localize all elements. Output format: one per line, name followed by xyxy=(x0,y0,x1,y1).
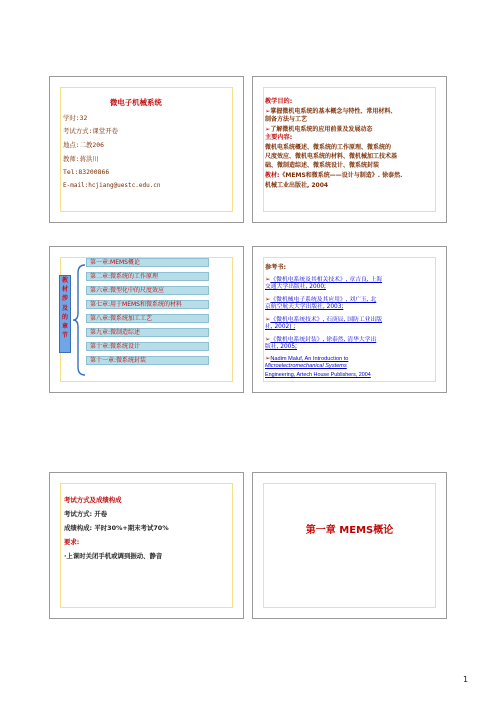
content-heading: 主要内容: xyxy=(265,134,293,141)
arrow-bullet-icon: ➢ xyxy=(265,107,271,115)
page-number: 1 xyxy=(463,675,469,684)
arrow-bullet-icon: ➢ xyxy=(265,295,271,303)
requirements-heading: 要求: xyxy=(64,538,80,546)
side-char: 的 xyxy=(61,313,68,321)
chapter-item: 第一章:MEMS概论 xyxy=(86,258,209,267)
reference-1b: 交通大学出版社, 2000; xyxy=(265,284,326,290)
course-title: 微电子机械系统 xyxy=(110,98,162,107)
reference-3 xyxy=(265,316,382,324)
reference-5c: Engineering, Artech House Publishers, 2004 xyxy=(265,372,371,378)
textbook-line-1 xyxy=(265,173,402,179)
content-line-1: 微机电系统概述、微系统的工作原理、微系统的 xyxy=(265,144,392,151)
reference-2a: 《微机械电子系统及其应用》, 刘广玉, 北 xyxy=(270,297,377,303)
textbook-1: 《MEMS和微系统——设计与制造》. 徐泰然. xyxy=(279,172,403,179)
reference-1 xyxy=(265,276,382,284)
chapter-item: 第二章:微系统的工作原理 xyxy=(86,272,209,281)
side-char: 材 xyxy=(61,286,68,294)
side-char: 涉 xyxy=(61,295,68,303)
chapter-item: 第八章:微系统加工工艺 xyxy=(86,314,209,323)
chapter-item: 第七章:用于MEMS和微系统的材料 xyxy=(86,300,209,309)
reference-1a: 《微机电系统及其相关技术》, 章吉良, 上海 xyxy=(270,277,383,283)
reference-5a: Nadim Maluf, An Introduction to xyxy=(270,356,349,362)
slide-course-info xyxy=(49,76,244,223)
content-line-3: 础、微制造综述、微系统设计、微系统封装 xyxy=(265,162,380,169)
course-hours: 学时:32 xyxy=(63,114,88,122)
grade-composition: 成绩构成: 平时30%+期末考试70% xyxy=(64,524,169,532)
side-char: 章 xyxy=(61,323,68,331)
chapter-one-title: 第一章 MEMS概论 xyxy=(305,525,394,536)
chapter-item: 第九章:微制造综述 xyxy=(86,328,209,337)
slide-reference-books xyxy=(252,246,447,393)
chapter-map-side-label xyxy=(59,275,71,353)
reference-4b: 版社, 2005; xyxy=(265,344,297,350)
arrow-bullet-icon: ➢ xyxy=(265,125,271,133)
reference-4a: 《微机电系统封装》, 徐泰然, 清华大学出 xyxy=(270,337,377,343)
side-char: 及 xyxy=(61,304,68,312)
textbook-label: 教材: xyxy=(265,172,280,179)
course-email: E-mail:hcjiang@uestc.edu.cn xyxy=(63,182,161,189)
reference-5b: Microelectromechanical Systems xyxy=(265,363,347,369)
purpose-heading: 教学目的: xyxy=(265,98,293,105)
purpose-item-2 xyxy=(265,126,372,133)
arrow-bullet-icon: ➢ xyxy=(265,275,271,283)
purpose-2: 了解微机电系统的应用前景及发展动态 xyxy=(270,126,373,133)
arrow-bullet-icon: ➢ xyxy=(265,315,271,323)
chapter-item: 第十一章:微系统封装 xyxy=(86,356,209,365)
slide-exam-grading xyxy=(49,472,244,619)
exam-heading: 考试方式及成绩构成 xyxy=(64,496,122,504)
slide-frame xyxy=(263,483,436,608)
purpose-item-1 xyxy=(265,108,396,115)
course-teacher: 教师:蒋洪川 xyxy=(63,155,99,163)
textbook-2: 机械工业出版社, 2004 xyxy=(265,182,329,189)
slide-chapter-one-title xyxy=(252,472,447,619)
reference-2b: 京航空航天大学出版社, 2003; xyxy=(265,304,344,310)
reference-2 xyxy=(265,296,376,304)
content-line-2: 尺度效应、微机电系统的材料、微机械加工技术基 xyxy=(265,153,398,160)
reference-5 xyxy=(265,355,348,363)
arrow-bullet-icon: ➢ xyxy=(265,354,271,362)
slide-chapter-map xyxy=(49,246,244,393)
course-exam-form: 考试方式:课堂开卷 xyxy=(63,127,118,135)
reference-3a: 《微机电系统技术》, 石庚辰, 国防工业出版 xyxy=(270,317,383,323)
slide-teaching-goals xyxy=(252,76,447,223)
arrow-bullet-icon: ➢ xyxy=(265,335,271,343)
requirement-item: ·上课时关闭手机或调到振动、静音 xyxy=(64,552,163,560)
references-heading: 参考书: xyxy=(265,264,287,271)
purpose-1a: 掌握微机电系统的基本概念与特性、常用材料、 xyxy=(270,108,397,115)
exam-form: 考试方式: 开卷 xyxy=(64,510,108,518)
side-char: 节 xyxy=(61,332,68,340)
reference-4 xyxy=(265,336,376,344)
course-location: 地点:二教206 xyxy=(63,141,104,149)
curly-brace-icon xyxy=(72,263,86,377)
purpose-1b: 制备方法与工艺 xyxy=(265,116,308,123)
chapter-item: 第六章:微型化中的尺度效应 xyxy=(86,286,209,295)
course-tel: Tel:83200866 xyxy=(63,168,110,176)
chapter-item: 第十章:微系统设计 xyxy=(86,342,209,351)
side-char: 教 xyxy=(61,277,68,284)
reference-3b: 社, 2002) ; xyxy=(265,324,296,330)
